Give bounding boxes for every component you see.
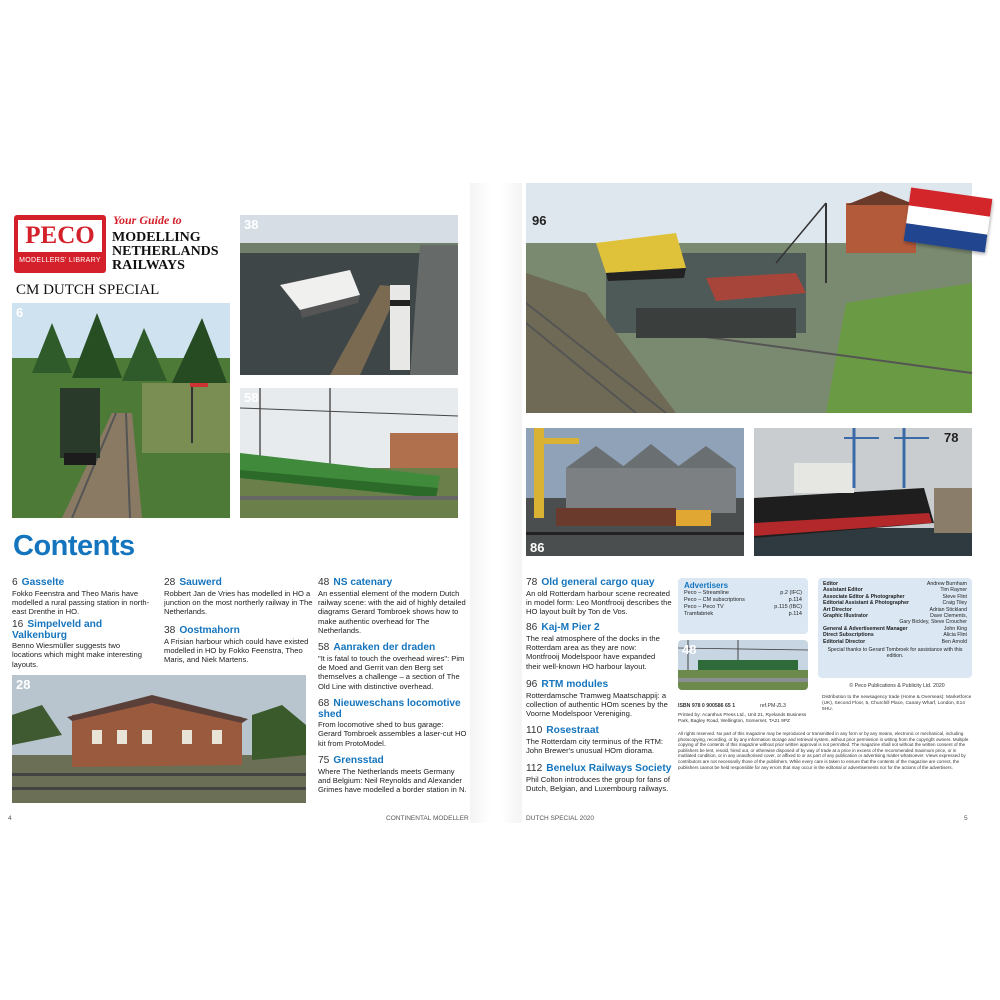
contents-item — [318, 578, 468, 636]
contents-item — [526, 578, 672, 617]
masthead-title-line: MODELLING — [112, 230, 201, 245]
contents-page: 78 — [526, 577, 538, 588]
contents-item — [526, 726, 672, 755]
staff-thanks: Special thanks to Gerard Tombroek for assistance with this edition. — [827, 647, 963, 660]
photo-cargo-quay — [754, 428, 972, 556]
staff-row: Editorial Assistant & Photographer Craig Tiley — [823, 600, 967, 607]
footer-title: CONTINENTAL MODELLER — [386, 815, 469, 822]
masthead-title-line: RAILWAYS — [112, 258, 185, 273]
advertiser-row: Tramfabriek p.114 — [684, 611, 802, 617]
distribution-info: Distribution to the newsagency trade (Home & Overseas): Marketforce (UK), Second Floor, 5, Churchill Place, Canary Wharf, London, E14 5HU. — [822, 695, 972, 712]
staff-row: Editorial Director Ben Arnold — [823, 638, 967, 645]
photo-page-number: 38 — [244, 217, 259, 232]
contents-heading[interactable]: Grensstad — [333, 755, 384, 766]
contents-heading[interactable]: Gasselte — [21, 577, 65, 588]
photo-sauwerd — [12, 675, 306, 803]
contents-item — [318, 699, 468, 748]
contents-page: 112 — [526, 763, 543, 774]
contents-text: Robbert Jan de Vries has modelled in HO a junction on the most northerly railway in The Netherlands. — [164, 588, 313, 617]
reference-code: ref.PM-ZL3 — [760, 703, 786, 709]
contents-text: A Frisian harbour which could have existed modelled in HO by Fokko Feenstra, Theo Maris, and Niek Martens. — [164, 636, 309, 665]
left-page — [8, 183, 470, 823]
staff-row: Art Director Adrian Stickland — [823, 606, 967, 613]
contents-heading[interactable]: Aanraken der draden — [333, 642, 436, 653]
contents-text: From locomotive shed to bus garage: Gerard Tombroek assembles a laser-cut HO kit from ProtoModel. — [318, 720, 467, 748]
contents-text: Phil Colton introduces the group for fans of Dutch, Belgian, and Luxembourg railways. — [526, 774, 670, 793]
contents-text: "It is fatal to touch the overhead wires": Pim de Moed and Gerrit van den Berg set themselves a challenge – a section of The Old Line with distinctive overhead. — [318, 653, 465, 691]
photo-kaj-m-pier — [526, 428, 744, 556]
contents-item — [526, 623, 672, 671]
spread-gutter — [470, 183, 522, 823]
photo-ns-catenary — [678, 640, 808, 690]
isbn: ISBN 978 0 900586 65 1 — [678, 703, 736, 709]
contents-page: 38 — [164, 625, 176, 636]
contents-heading[interactable]: Benelux Railways Society — [546, 763, 672, 774]
contents-item — [164, 578, 314, 617]
contents-page: 110 — [526, 725, 543, 736]
right-page — [522, 183, 992, 823]
peco-logo — [14, 215, 106, 273]
contents-heading[interactable]: Rosestraat — [546, 725, 599, 736]
photo-page-number: 6 — [16, 305, 24, 320]
contents-text: Rotterdamsche Tramweg Maatschappij: a collection of authentic HOm scenes by the Voorne Modelspoor Vereniging. — [526, 690, 668, 719]
staff-row: Gary Bickley, Steve Croucher — [899, 619, 967, 626]
photo-page-number: 78 — [944, 430, 959, 445]
contents-page: 16 — [12, 619, 24, 630]
staff-row: Editor Andrew Burnham — [823, 581, 967, 587]
photo-page-number: 48 — [682, 642, 697, 657]
contents-title: Contents — [13, 530, 135, 562]
contents-text: An old Rotterdam harbour scene recreated in model form: Leo Montfrooij describes the HO layout built by Ton de Vos. — [526, 588, 672, 617]
photo-rtm-modules — [526, 183, 972, 413]
contents-text: The real atmosphere of the docks in the Rotterdam area as they are now: Montfrooij Modelspoor have expanded their well-known HO harbour layout. — [526, 633, 660, 671]
footer-page-number: 4 — [8, 815, 12, 822]
contents-heading[interactable]: Nieuweschans locomotive shed — [318, 698, 461, 720]
photo-page-number: 86 — [530, 540, 545, 555]
copyright-notice: © Peco Publications & Publicity Ltd. 2020 — [849, 683, 945, 689]
printer-info: Printed by: Acanthus Press Ltd., Unit 21, Ryelands Business Park, Bagley Road, Wellington, Somerset, TA21 9PZ — [678, 713, 807, 724]
netherlands-flag-icon — [904, 188, 993, 253]
guide-text: Your Guide to — [113, 213, 182, 227]
contents-item — [318, 756, 468, 795]
advertiser-row: Peco – Streamline p.2 (IFC) — [684, 590, 802, 596]
contents-text: Where The Netherlands meets Germany and Belgium: Neil Reynolds and Alexander Grimes have modelled a border station in N. — [318, 766, 467, 795]
footer-page-number: 5 — [964, 815, 968, 822]
contents-item — [318, 643, 468, 691]
contents-heading[interactable]: Kaj-M Pier 2 — [541, 622, 600, 633]
staff-box — [818, 578, 972, 678]
contents-page: 6 — [12, 577, 18, 588]
photo-page-number: 58 — [244, 390, 259, 405]
staff-row: Direct Subscriptions Alicia Flint — [823, 632, 967, 639]
contents-item — [526, 680, 672, 719]
contents-item — [12, 620, 152, 669]
contents-heading[interactable]: Simpelveld and Valkenburg — [12, 619, 103, 641]
contents-page: 28 — [164, 577, 176, 588]
contents-text: Benno Wiesmüller suggests two locations which might make interesting layouts. — [12, 641, 142, 669]
contents-text: The Rotterdam city terminus of the RTM: John Brewer's unusual HOm diorama. — [526, 736, 664, 755]
photo-gasselte — [12, 303, 230, 518]
staff-row: Graphic Illustrator Dave Clements, — [823, 613, 967, 620]
contents-item — [164, 626, 314, 665]
masthead-title-line: NETHERLANDS — [112, 244, 219, 259]
footer-title: DUTCH SPECIAL 2020 — [526, 815, 595, 822]
contents-item — [12, 578, 152, 617]
legal-notice: All rights reserved. No part of this magazine may be reproduced or transmitted in any form or by any means, electronic or mechanical, including photocopying, recording, or by any information storage and retrieval system, without prior permission in writing from the copyright owners. Multiple copying of the contents of this magazine without prior written approval is not permitted. The magazine shall not without the written consent of the publishers be lent, resold, hired out, or otherwise disposed of by way of trade at a price in excess of the recommended maximum price, or in mutilated condition, or in any unauthorised cover, or affixed to or as part of any publication or advertising matter whatsoever. Views expressed by contributors are not necessarily those of the publishers. While every care is taken to ensure that the contents of the magazine are correct, the publishers cannot be held responsible for any errors that may occur in the editorial or advertisements nor for the actions of the advertisers. — [678, 731, 969, 770]
contents-heading[interactable]: Oostmahorn — [179, 625, 240, 636]
contents-page: 96 — [526, 679, 538, 690]
photo-oostmahorn — [240, 215, 458, 375]
advertiser-row: Peco – CM subscriptions p.114 — [684, 597, 802, 603]
contents-page: 68 — [318, 698, 330, 709]
staff-row: Associate Editor & Photographer Steve Flint — [823, 593, 967, 600]
contents-page: 48 — [318, 577, 330, 588]
contents-item — [526, 764, 672, 793]
photo-aanraken — [240, 388, 458, 518]
masthead-title — [112, 231, 242, 273]
contents-page: 58 — [318, 642, 330, 653]
contents-page: 75 — [318, 755, 330, 766]
advertisers-box — [678, 578, 808, 634]
contents-text: An essential element of the modern Dutch railway scene: with the aid of highly detailed diagrams Gerard Tombroek shows how to make authentic overhead for The Netherlands. — [318, 588, 466, 636]
contents-heading[interactable]: NS catenary — [333, 577, 393, 588]
peco-logo-sub: MODELLERS' LIBRARY — [19, 257, 101, 264]
contents-heading[interactable]: Sauwerd — [179, 577, 222, 588]
peco-logo-word: PECO — [18, 220, 102, 252]
contents-heading[interactable]: RTM modules — [541, 679, 609, 690]
photo-page-number: 96 — [532, 213, 547, 228]
staff-row: Assistant Editor Tim Rayner — [823, 587, 967, 594]
photo-page-number: 28 — [16, 677, 31, 692]
staff-row: General & Advertisement Manager John King — [823, 625, 967, 632]
advertiser-row: Peco – Peco TV p.115 (IBC) — [684, 604, 802, 610]
special-edition-label: CM DUTCH SPECIAL — [16, 282, 160, 298]
contents-heading[interactable]: Old general cargo quay — [541, 577, 655, 588]
contents-text: Fokko Feenstra and Theo Maris have modelled a rural passing station in north-east Drenthe in HO. — [12, 588, 150, 617]
advertisers-title: Advertisers — [684, 581, 729, 590]
contents-page: 86 — [526, 622, 538, 633]
